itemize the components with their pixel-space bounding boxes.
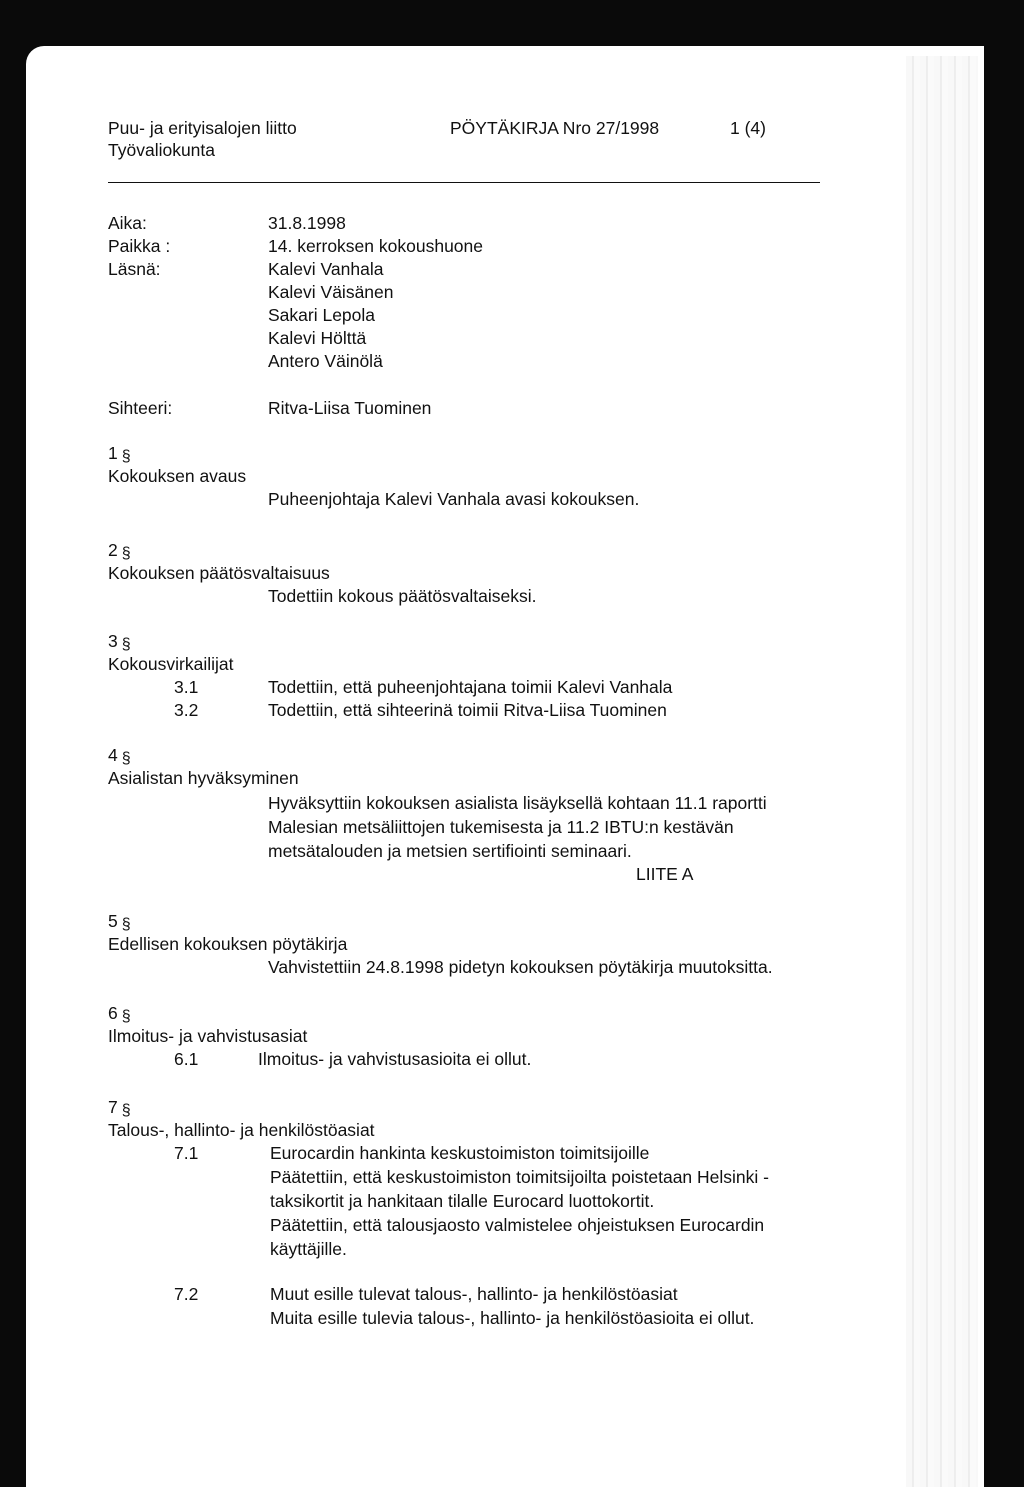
present-member: Kalevi Hölttä — [268, 328, 367, 348]
secretary-value: Ritva-Liisa Tuominen — [268, 398, 432, 418]
present-member: Sakari Lepola — [268, 305, 376, 325]
section-7-item-line: Eurocardin hankinta keskustoimiston toimitsijoille — [270, 1143, 650, 1163]
time-value: 31.8.1998 — [268, 213, 346, 233]
section-4-title: Asialistan hyväksyminen — [108, 768, 299, 788]
section-4-line: Malesian metsäliittojen tukemisesta ja 11.2 IBTU:n kestävän — [268, 817, 734, 837]
section-6-item-text: Ilmoitus- ja vahvistusasioita ei ollut. — [258, 1049, 532, 1069]
section-2-text: Todettiin kokous päätösvaltaiseksi. — [268, 586, 537, 606]
section-1-number: 1 § — [108, 443, 131, 465]
document-title: PÖYTÄKIRJA Nro 27/1998 — [450, 118, 660, 138]
book-page-edges — [906, 56, 978, 1487]
committee-name: Työvaliokunta — [108, 140, 216, 160]
section-4-number: 4 § — [108, 745, 131, 767]
section-6-number: 6 § — [108, 1003, 131, 1025]
section-3-title: Kokousvirkailijat — [108, 654, 234, 674]
section-7-item-number: 7.1 — [174, 1143, 199, 1163]
section-6-title: Ilmoitus- ja vahvistusasiat — [108, 1026, 308, 1046]
page-number: 1 (4) — [730, 118, 766, 138]
section-7-title: Talous-, hallinto- ja henkilöstöasiat — [108, 1120, 375, 1140]
section-7-item-line: Päätettiin, että talousjaosto valmistelee ohjeistuksen Eurocardin — [270, 1215, 765, 1235]
section-7-item-line: Päätettiin, että keskustoimiston toimitsijoilta poistetaan Helsinki - — [270, 1167, 769, 1187]
section-7-number: 7 § — [108, 1097, 131, 1119]
section-3-item-text: Todettiin, että sihteerinä toimii Ritva-Liisa Tuominen — [268, 700, 667, 720]
section-5-number: 5 § — [108, 911, 131, 933]
section-2-title: Kokouksen päätösvaltaisuus — [108, 563, 330, 583]
header-rule — [108, 182, 820, 183]
section-2-number: 2 § — [108, 540, 131, 562]
organization-name: Puu- ja erityisalojen liitto — [108, 118, 297, 138]
present-member: Kalevi Vanhala — [268, 259, 384, 279]
section-5-text: Vahvistettiin 24.8.1998 pidetyn kokouksen pöytäkirja muutoksitta. — [268, 957, 773, 977]
section-4-line: Hyväksyttiin kokouksen asialista lisäyksellä kohtaan 11.1 raportti — [268, 793, 767, 813]
attachment-label: LIITE A — [636, 864, 694, 884]
section-3-item-number: 3.2 — [174, 700, 199, 720]
section-7-item-number: 7.2 — [174, 1284, 199, 1304]
section-1-text: Puheenjohtaja Kalevi Vanhala avasi kokouksen. — [268, 489, 640, 509]
section-7-item-line: Muut esille tulevat talous-, hallinto- ja henkilöstöasiat — [270, 1284, 678, 1304]
present-member: Antero Väinölä — [268, 351, 383, 371]
section-3-number: 3 § — [108, 631, 131, 653]
scan-border — [984, 0, 1024, 1487]
section-3-item-number: 3.1 — [174, 677, 199, 697]
place-value: 14. kerroksen kokoushuone — [268, 236, 483, 256]
section-1-title: Kokouksen avaus — [108, 466, 247, 486]
time-label: Aika: — [108, 213, 147, 233]
place-label: Paikka : — [108, 236, 171, 256]
section-3-item-text: Todettiin, että puheenjohtajana toimii Kalevi Vanhala — [268, 677, 673, 697]
section-5-title: Edellisen kokouksen pöytäkirja — [108, 934, 348, 954]
present-label: Läsnä: — [108, 259, 161, 279]
section-7-item-line: taksikortit ja hankitaan tilalle Eurocard luottokortit. — [270, 1191, 655, 1211]
present-member: Kalevi Väisänen — [268, 282, 394, 302]
section-7-item-line: Muita esille tulevia talous-, hallinto- ja henkilöstöasioita ei ollut. — [270, 1308, 755, 1328]
section-6-item-number: 6.1 — [174, 1049, 199, 1069]
section-7-item-line: käyttäjille. — [270, 1239, 347, 1259]
secretary-label: Sihteeri: — [108, 398, 173, 418]
section-4-line: metsätalouden ja metsien sertifiointi seminaari. — [268, 841, 632, 861]
